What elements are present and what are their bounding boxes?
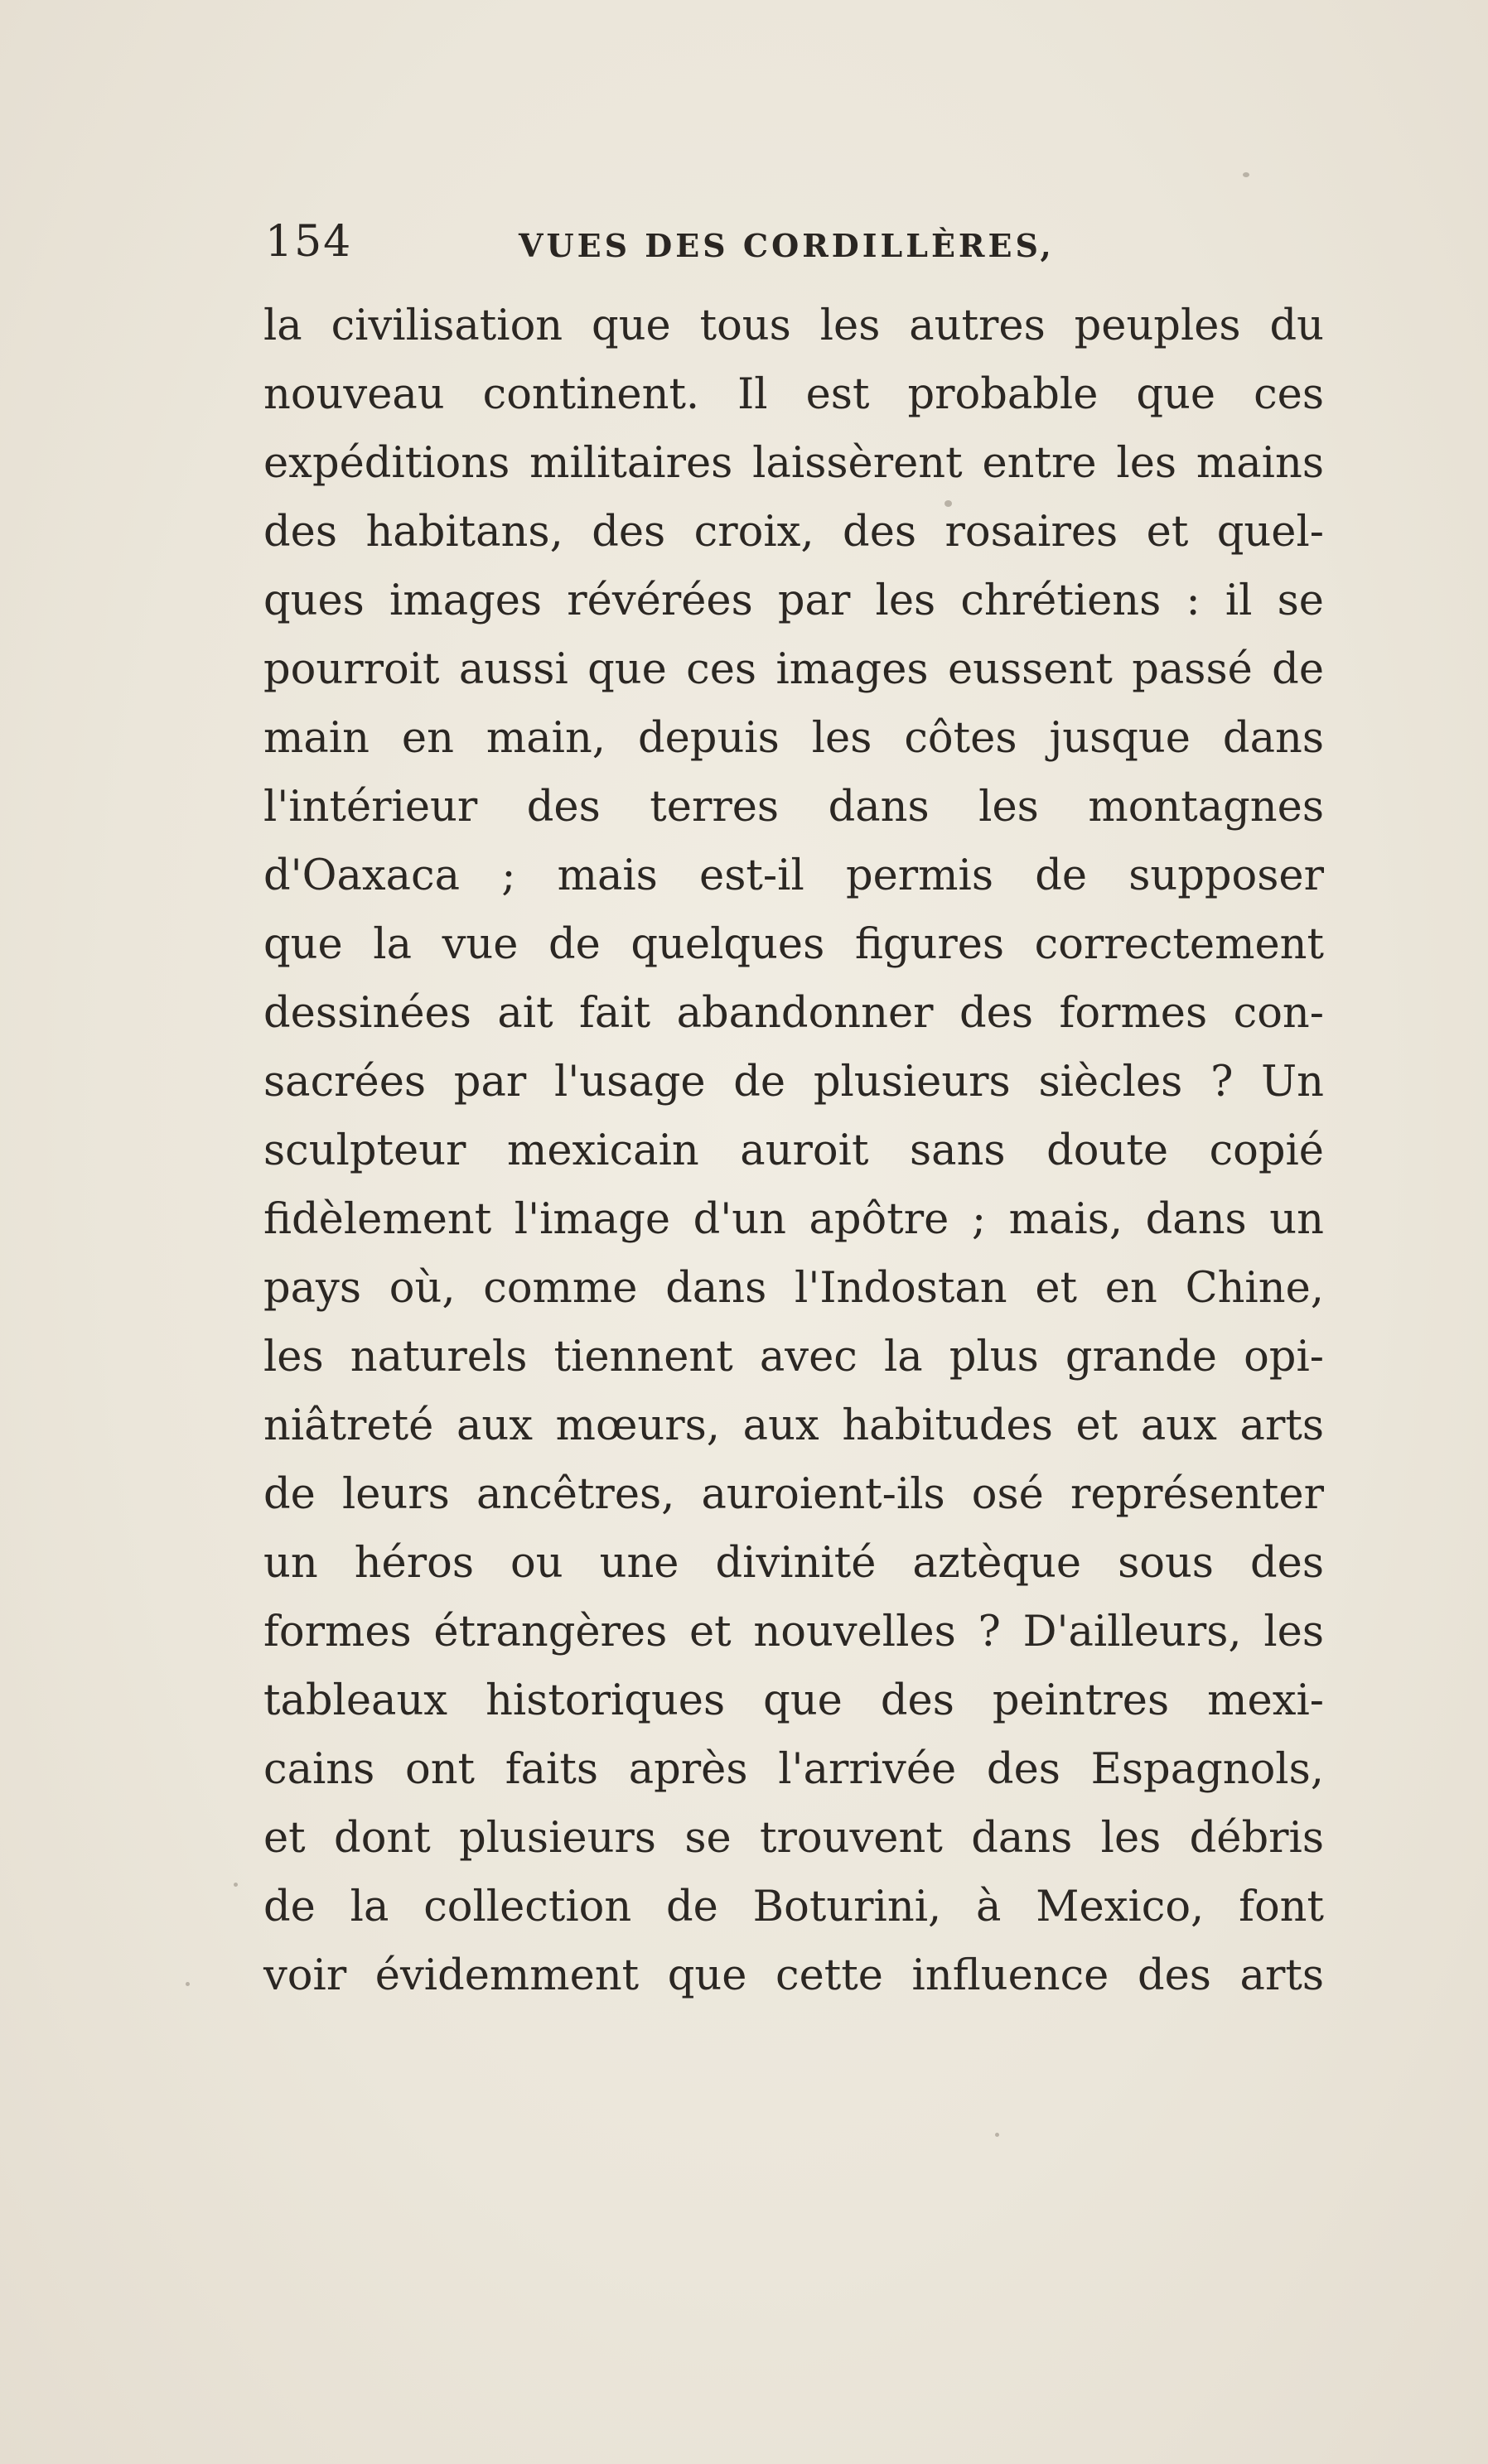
body-text bbox=[263, 292, 1324, 2010]
paper-speck bbox=[1243, 172, 1249, 177]
text-line: niâtreté aux mœurs, aux habitudes et aux arts bbox=[263, 1401, 1324, 1450]
text-line: expéditions militaires laissèrent entre les mains bbox=[263, 439, 1324, 488]
text-line: pourroit aussi que ces images eussent passé de bbox=[263, 645, 1324, 694]
text-line: un héros ou une divinité aztèque sous des bbox=[263, 1539, 1324, 1588]
text-line: dessinées ait fait abandonner des formes con- bbox=[263, 989, 1324, 1038]
page-header bbox=[265, 217, 1326, 283]
text-line: sculpteur mexicain auroit sans doute copié bbox=[263, 1126, 1324, 1175]
text-line: que la vue de quelques figures correctement bbox=[263, 920, 1324, 969]
text-line: de la collection de Boturini, à Mexico, font bbox=[263, 1883, 1324, 1931]
text-line: des habitans, des croix, des rosaires et quel- bbox=[263, 508, 1324, 557]
text-line: pays où, comme dans l'Indostan et en Chine, bbox=[263, 1264, 1324, 1313]
text-line: la civilisation que tous les autres peuples du bbox=[263, 301, 1324, 350]
text-line: voir évidemment que cette influence des arts bbox=[263, 1951, 1324, 2000]
text-line: formes étrangères et nouvelles ? D'ailleurs, les bbox=[263, 1608, 1324, 1656]
paper-speck bbox=[995, 2133, 999, 2137]
text-line: les naturels tiennent avec la plus grande opi- bbox=[263, 1333, 1324, 1381]
text-line: nouveau continent. Il est probable que ces bbox=[263, 370, 1324, 419]
text-line: tableaux historiques que des peintres mexi- bbox=[263, 1676, 1324, 1725]
text-line: sacrées par l'usage de plusieurs siècles ? Un bbox=[263, 1058, 1324, 1107]
text-line: cains ont faits après l'arrivée des Espagnols, bbox=[263, 1745, 1324, 1794]
text-line: l'intérieur des terres dans les montagnes bbox=[263, 783, 1324, 832]
paper-speck bbox=[234, 1883, 238, 1887]
text-line: et dont plusieurs se trouvent dans les débris bbox=[263, 1814, 1324, 1863]
text-line: de leurs ancêtres, auroient-ils osé représenter bbox=[263, 1470, 1324, 1519]
page-number: 154 bbox=[265, 217, 353, 267]
text-line: ques images révérées par les chrétiens : il se bbox=[263, 576, 1324, 625]
text-line: fidèlement l'image d'un apôtre ; mais, dans un bbox=[263, 1195, 1324, 1244]
running-head: VUES DES CORDILLÈRES, bbox=[519, 227, 1055, 264]
text-line: d'Oaxaca ; mais est-il permis de supposer bbox=[263, 851, 1324, 900]
text-line: main en main, depuis les côtes jusque dans bbox=[263, 714, 1324, 763]
paper-speck bbox=[186, 1982, 190, 1986]
